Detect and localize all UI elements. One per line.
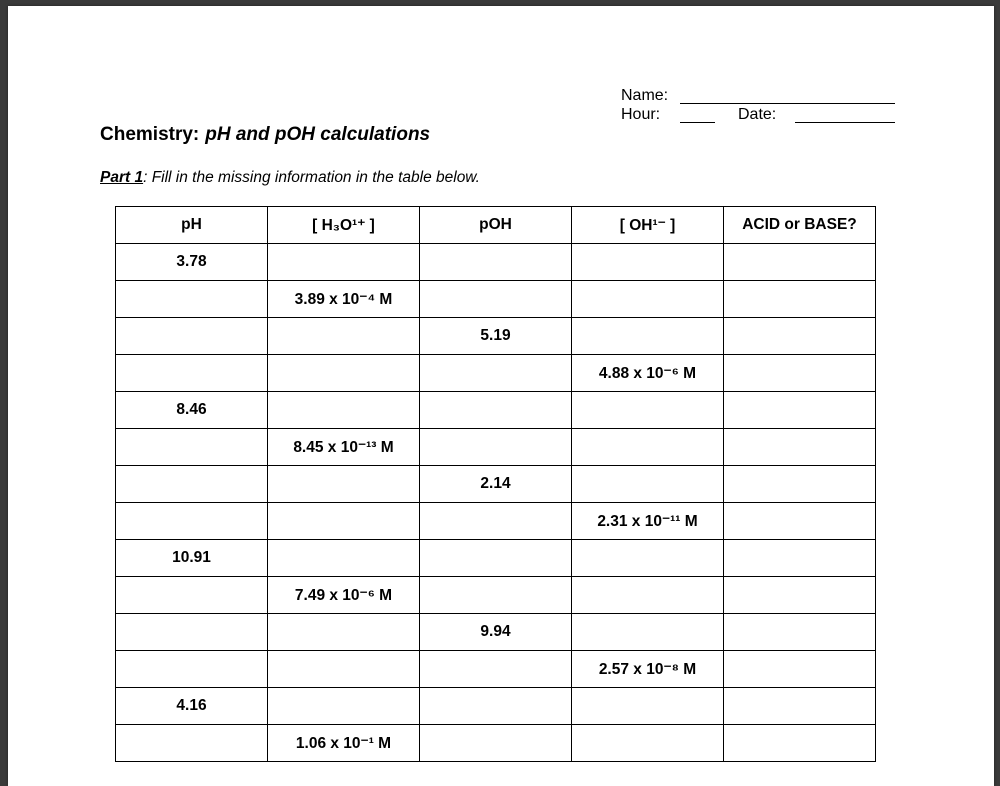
table-cell[interactable] xyxy=(116,281,268,318)
table-row xyxy=(116,466,876,503)
table-cell[interactable] xyxy=(572,614,724,651)
table-cell[interactable] xyxy=(724,651,876,688)
table-cell[interactable] xyxy=(724,577,876,614)
table-cell[interactable] xyxy=(116,466,268,503)
table-cell[interactable] xyxy=(724,503,876,540)
table-cell[interactable] xyxy=(572,392,724,429)
table-cell: 2.14 xyxy=(420,466,572,503)
name-blank[interactable] xyxy=(680,103,895,104)
table-cell[interactable] xyxy=(572,540,724,577)
table-cell: 3.89 x 10⁻⁴ M xyxy=(268,281,420,318)
table-cell: 3.78 xyxy=(116,244,268,281)
table-row xyxy=(116,577,876,614)
instructions xyxy=(100,169,480,187)
table-cell[interactable] xyxy=(116,318,268,355)
instructions-text: : Fill in the missing information in the table below. xyxy=(143,169,480,186)
table-row xyxy=(116,429,876,466)
table-cell[interactable] xyxy=(724,725,876,762)
table-row xyxy=(116,244,876,281)
worksheet-page xyxy=(8,6,994,786)
table-header-row xyxy=(116,207,876,244)
hour-blank[interactable] xyxy=(680,122,715,123)
date-label: Date: xyxy=(738,106,777,123)
table-row xyxy=(116,688,876,725)
date-blank[interactable] xyxy=(795,122,895,123)
table-cell[interactable] xyxy=(724,392,876,429)
table-cell[interactable] xyxy=(724,318,876,355)
table-cell[interactable] xyxy=(268,688,420,725)
table-cell[interactable] xyxy=(572,429,724,466)
table-cell[interactable] xyxy=(116,503,268,540)
table-cell[interactable] xyxy=(572,688,724,725)
table-cell[interactable] xyxy=(116,651,268,688)
table-cell[interactable] xyxy=(268,503,420,540)
table-cell[interactable] xyxy=(420,355,572,392)
table-cell[interactable] xyxy=(724,688,876,725)
table-cell: 4.88 x 10⁻⁶ M xyxy=(572,355,724,392)
table-cell: 8.45 x 10⁻¹³ M xyxy=(268,429,420,466)
header-oh: [ OH¹⁻ ] xyxy=(572,207,724,244)
table-cell[interactable] xyxy=(572,244,724,281)
table-cell[interactable] xyxy=(420,540,572,577)
table-row xyxy=(116,651,876,688)
table-cell: 2.57 x 10⁻⁸ M xyxy=(572,651,724,688)
name-label: Name: xyxy=(621,87,669,104)
table-cell[interactable] xyxy=(572,725,724,762)
page-title xyxy=(100,124,430,146)
table-cell[interactable] xyxy=(572,318,724,355)
table-cell: 7.49 x 10⁻⁶ M xyxy=(268,577,420,614)
table-cell[interactable] xyxy=(420,503,572,540)
table-cell[interactable] xyxy=(268,614,420,651)
table-row xyxy=(116,540,876,577)
table-cell[interactable] xyxy=(572,281,724,318)
table-cell[interactable] xyxy=(724,466,876,503)
table-cell[interactable] xyxy=(572,577,724,614)
table-cell[interactable] xyxy=(116,355,268,392)
table-cell[interactable] xyxy=(268,318,420,355)
table-cell[interactable] xyxy=(116,614,268,651)
table-cell[interactable] xyxy=(268,355,420,392)
table-cell[interactable] xyxy=(724,429,876,466)
table-cell[interactable] xyxy=(420,651,572,688)
table-cell[interactable] xyxy=(116,577,268,614)
table-cell[interactable] xyxy=(268,392,420,429)
table-cell: 8.46 xyxy=(116,392,268,429)
table-cell[interactable] xyxy=(420,281,572,318)
table-cell[interactable] xyxy=(420,688,572,725)
table-cell[interactable] xyxy=(268,466,420,503)
table-cell: 9.94 xyxy=(420,614,572,651)
table-cell: 10.91 xyxy=(116,540,268,577)
header-h3o: [ H₃O¹⁺ ] xyxy=(268,207,420,244)
table-cell[interactable] xyxy=(724,540,876,577)
table-row xyxy=(116,503,876,540)
table-cell[interactable] xyxy=(116,725,268,762)
header-ph: pH xyxy=(116,207,268,244)
table-cell[interactable] xyxy=(268,651,420,688)
table-row xyxy=(116,318,876,355)
part-label: Part 1 xyxy=(100,169,144,186)
table-row xyxy=(116,614,876,651)
table-cell[interactable] xyxy=(420,577,572,614)
table-cell[interactable] xyxy=(724,281,876,318)
table-cell[interactable] xyxy=(724,614,876,651)
table-cell[interactable] xyxy=(724,355,876,392)
title-prefix: Chemistry: xyxy=(100,124,200,145)
table-cell[interactable] xyxy=(420,392,572,429)
table-row xyxy=(116,392,876,429)
title-subject: pH and pOH calculations xyxy=(205,124,431,145)
table-cell[interactable] xyxy=(724,244,876,281)
header-acid-base: ACID or BASE? xyxy=(724,207,876,244)
table-row xyxy=(116,355,876,392)
table-cell: 1.06 x 10⁻¹ M xyxy=(268,725,420,762)
table-cell[interactable] xyxy=(420,429,572,466)
hour-label: Hour: xyxy=(621,106,661,123)
table-row xyxy=(116,725,876,762)
table-row xyxy=(116,281,876,318)
table-cell[interactable] xyxy=(268,244,420,281)
table-cell: 4.16 xyxy=(116,688,268,725)
table-cell: 5.19 xyxy=(420,318,572,355)
table-cell[interactable] xyxy=(420,725,572,762)
table-cell[interactable] xyxy=(116,429,268,466)
table-cell[interactable] xyxy=(268,540,420,577)
table-cell[interactable] xyxy=(572,466,724,503)
table-cell: 2.31 x 10⁻¹¹ M xyxy=(572,503,724,540)
header-poh: pOH xyxy=(420,207,572,244)
table-cell[interactable] xyxy=(420,244,572,281)
ph-table xyxy=(115,206,876,762)
